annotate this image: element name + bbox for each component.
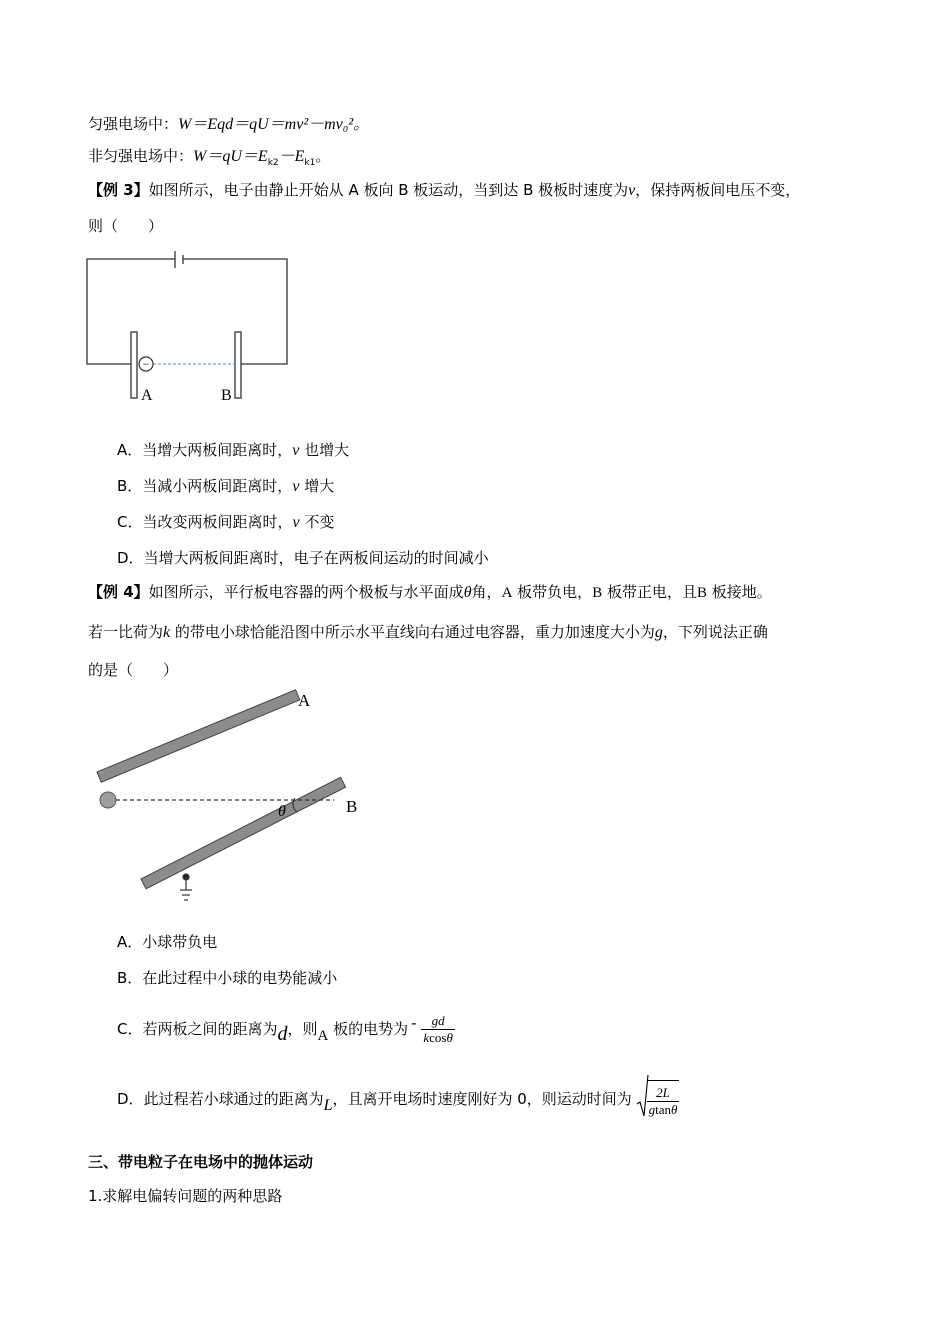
example4-tag: 【例 4】 — [88, 583, 149, 601]
example4-text1b: 角， — [471, 583, 502, 601]
option-key: B． — [117, 969, 143, 987]
example4-option-a — [117, 932, 217, 952]
var-d: d — [277, 1023, 288, 1045]
example3-option-d — [117, 548, 489, 568]
den-cos: cos — [429, 1030, 447, 1045]
uniform-formula: W＝Eqd＝qU＝mv²－mv₀²。 — [178, 116, 370, 133]
option-text: 当增大两板间距离时， — [142, 441, 293, 459]
option-mid: ，则 — [287, 1020, 318, 1038]
plate-a — [97, 690, 300, 782]
option-text: 小球带负电 — [142, 933, 218, 951]
label-b: B — [346, 797, 358, 816]
example4-option-b — [117, 968, 337, 988]
option-post: 增大 — [299, 477, 335, 495]
option-key: D． — [117, 549, 144, 567]
fraction-denominator — [421, 1030, 455, 1046]
example3-text1: 如图所示，电子由静止开始从 A 板向 B 板运动，当到达 B 极板时速度为 — [148, 181, 629, 199]
example4-option-c — [117, 1010, 455, 1048]
option-post: 不变 — [299, 513, 335, 531]
radicand — [647, 1080, 680, 1121]
option-key: C． — [117, 513, 143, 531]
example4-b: B — [592, 585, 603, 601]
option-post: 也增大 — [299, 441, 350, 459]
label-a: A — [141, 387, 153, 404]
example3-question-line2: 则（ ） — [88, 217, 164, 235]
fraction-numerator: gd — [421, 1013, 455, 1030]
den-theta: θ — [670, 1102, 678, 1117]
example3-option-c — [117, 512, 334, 533]
example4-text2b: 的带电小球恰能沿图中所示水平直线向右通过电容器，重力加速度大小为 — [170, 623, 655, 641]
nonuniform-formula: W＝qU＝E — [193, 148, 268, 165]
example3-text2: ，保持两板间电压不变， — [635, 181, 801, 199]
example3-option-b — [117, 476, 334, 497]
fraction-numerator: 2L — [647, 1085, 680, 1102]
option-key: A． — [117, 933, 143, 951]
option-post: ，且离开电场时速度刚好为 0，则运动时间为 — [332, 1090, 632, 1108]
example4-text2c: ，下列说法正确 — [662, 623, 768, 641]
example4-option-d — [117, 1078, 679, 1121]
sqrt-expression — [637, 1078, 680, 1121]
option-var: v — [292, 442, 300, 459]
fraction-denominator — [647, 1102, 680, 1118]
option-post: 板的电势为 — [328, 1020, 409, 1038]
theta-label: θ — [278, 803, 286, 820]
charged-ball — [100, 792, 116, 808]
example4-k: k — [163, 624, 171, 641]
option-key: D． — [117, 1090, 144, 1108]
option-text: 当增大两板间距离时，电子在两板间运动的时间减小 — [143, 549, 489, 567]
ek1-subscript: k1 — [304, 158, 316, 168]
option-text: 当减小两板间距离时， — [142, 477, 293, 495]
den-g: g — [648, 1102, 656, 1117]
circuit-diagram — [85, 248, 295, 408]
potential-fraction — [421, 1013, 455, 1046]
option-key: A． — [117, 441, 143, 459]
example4-text1e: 板接地。 — [707, 583, 772, 601]
option-text: 若两板之间的距离为 — [142, 1020, 278, 1038]
example3-tag: 【例 3】 — [88, 181, 149, 199]
example3-v: v — [628, 182, 636, 199]
ek2-subscript: k2 — [267, 158, 279, 168]
den-k: k — [423, 1030, 430, 1045]
uniform-field-line — [88, 114, 369, 135]
example4-text1c: 板带负电， — [512, 583, 593, 601]
example4-b2: B — [696, 585, 707, 601]
plate-a — [131, 332, 137, 398]
ground-symbol — [180, 874, 192, 900]
uniform-prefix: 匀强电场中： — [88, 115, 179, 133]
plate-b — [235, 332, 241, 398]
example3-option-a — [117, 440, 349, 461]
example4-question-line3: 的是（ ） — [88, 661, 179, 679]
example3-question-line1 — [88, 180, 800, 201]
radical-sign — [637, 1074, 649, 1118]
example4-question-line1 — [88, 582, 772, 603]
plate-b — [141, 777, 346, 888]
option-key: B． — [117, 477, 143, 495]
option-var: v — [292, 478, 300, 495]
example4-text1a: 如图所示，平行板电容器的两个极板与水平面成 — [148, 583, 464, 601]
period: 。 — [315, 147, 331, 165]
section-heading: 三、带电粒子在电场中的抛体运动 — [88, 1153, 314, 1171]
tilted-capacitor-diagram — [90, 688, 370, 910]
minus-ek1: －E — [278, 148, 305, 165]
minus-sign: - — [411, 1014, 417, 1032]
label-b: B — [221, 387, 232, 404]
example4-g: g — [654, 624, 663, 641]
option-key: C． — [117, 1020, 143, 1038]
option-text: 在此过程中小球的电势能减小 — [142, 969, 338, 987]
den-theta: θ — [446, 1030, 453, 1045]
option-var: v — [292, 514, 300, 531]
option-text: 当改变两板间距离时， — [142, 513, 293, 531]
label-a: A — [298, 691, 311, 710]
example4-theta: θ — [463, 584, 472, 601]
var-L: L — [323, 1097, 333, 1114]
example4-text1d: 板带正电，且 — [602, 583, 697, 601]
den-tan: tan — [655, 1102, 671, 1117]
nonuniform-prefix: 非匀强电场中： — [88, 147, 194, 165]
example4-text2a: 若一比荷为 — [88, 623, 164, 641]
var-a: A — [317, 1028, 329, 1044]
electron-sign: − — [142, 357, 150, 371]
nonuniform-field-line — [88, 146, 330, 173]
example4-a: A — [501, 585, 513, 601]
time-fraction — [647, 1085, 680, 1118]
example4-question-line2 — [88, 622, 768, 643]
option-text: 此过程若小球通过的距离为 — [143, 1090, 324, 1108]
section-subheading: 1.求解电偏转问题的两种思路 — [88, 1187, 283, 1205]
